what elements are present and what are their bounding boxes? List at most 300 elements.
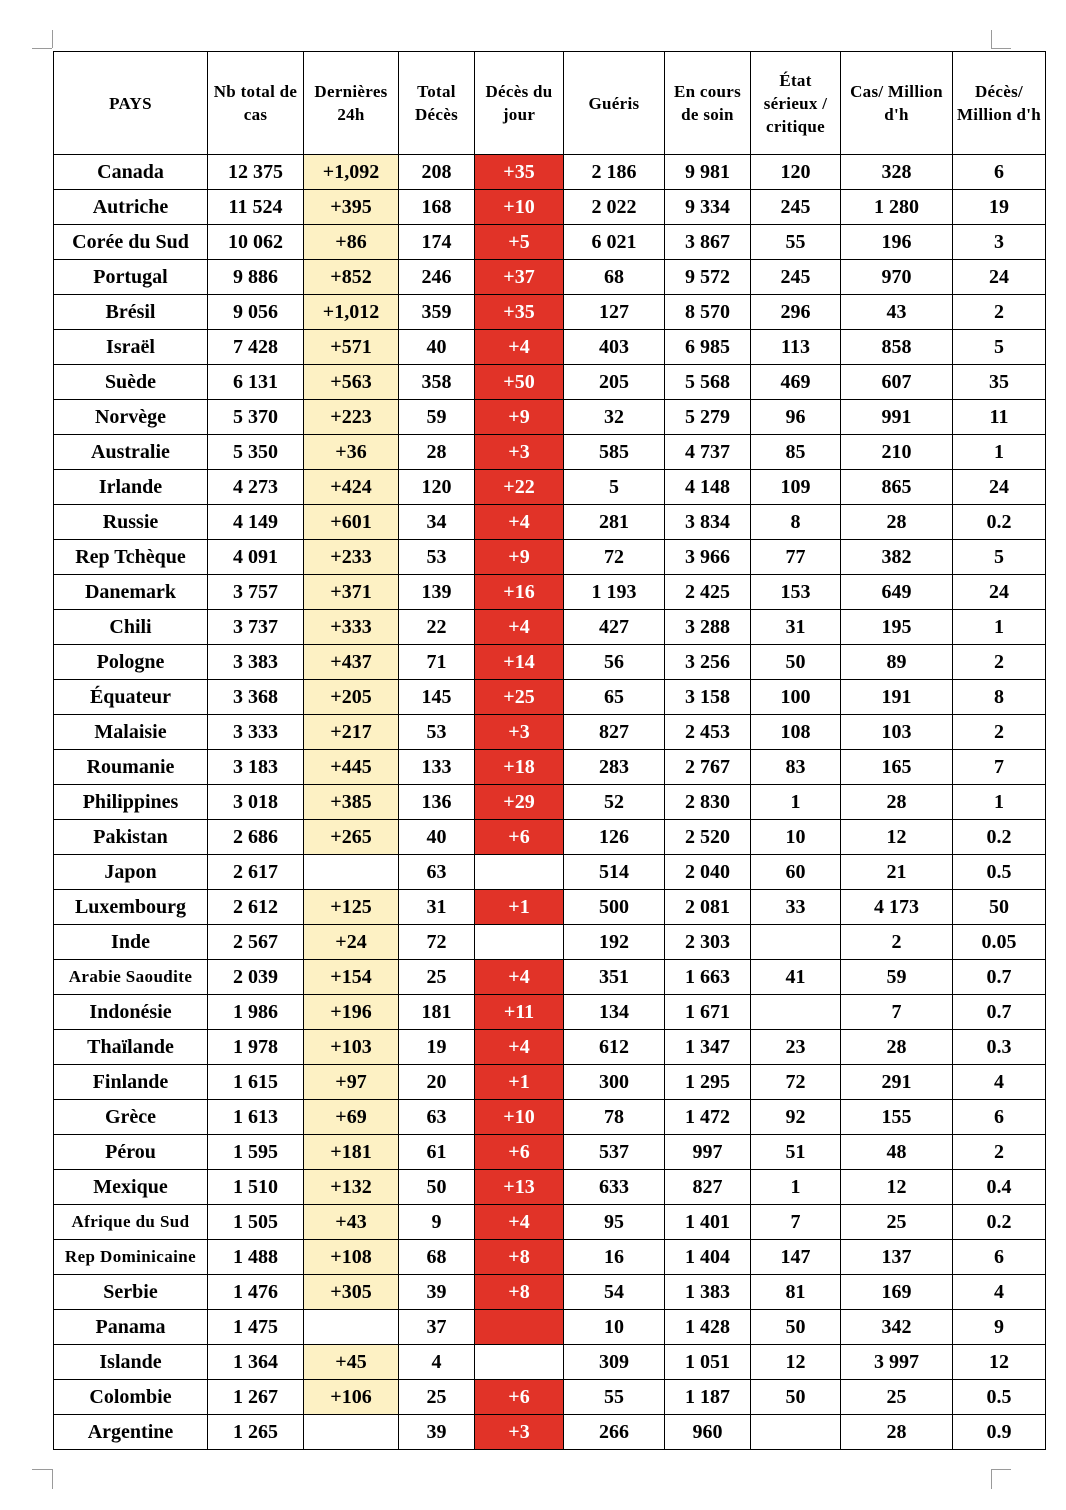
cell-total-cas: 1 476 [208,1275,304,1310]
cell-en-soin: 3 158 [665,680,751,715]
cell-dernieres-24h: +154 [304,960,399,995]
table-row [54,155,1046,190]
cell-dernieres-24h: +445 [304,750,399,785]
header-pays: PAYS [54,52,208,155]
cell-pays: Arabie Saoudite [54,960,208,995]
cell-total-deces: 72 [399,925,475,960]
cell-en-soin: 2 830 [665,785,751,820]
cell-total-deces: 359 [399,295,475,330]
cell-gueris: 32 [564,400,665,435]
cell-total-cas: 1 613 [208,1100,304,1135]
cell-critique: 81 [751,1275,841,1310]
cell-pays: Islande [54,1345,208,1380]
cell-total-deces: 25 [399,1380,475,1415]
cell-cas-million: 89 [841,645,953,680]
cell-deces-jour [475,925,564,960]
cell-cas-million: 28 [841,505,953,540]
cell-critique: 113 [751,330,841,365]
cell-cas-million: 342 [841,1310,953,1345]
header-row [54,52,1046,155]
cell-deces-million: 0.2 [953,820,1046,855]
cell-total-deces: 20 [399,1065,475,1100]
cell-cas-million: 382 [841,540,953,575]
cell-total-cas: 10 062 [208,225,304,260]
cell-dernieres-24h [304,855,399,890]
cell-gueris: 351 [564,960,665,995]
cell-en-soin: 1 187 [665,1380,751,1415]
cell-critique: 108 [751,715,841,750]
cell-cas-million: 48 [841,1135,953,1170]
cell-pays: Autriche [54,190,208,225]
cell-deces-jour: +8 [475,1275,564,1310]
cell-deces-jour: +11 [475,995,564,1030]
cell-total-cas: 1 267 [208,1380,304,1415]
cell-dernieres-24h: +97 [304,1065,399,1100]
cell-deces-million: 1 [953,435,1046,470]
cell-cas-million: 25 [841,1205,953,1240]
table-row [54,575,1046,610]
cell-total-deces: 181 [399,995,475,1030]
cell-gueris: 65 [564,680,665,715]
cell-pays: Malaisie [54,715,208,750]
cell-deces-jour: +4 [475,505,564,540]
cell-pays: Canada [54,155,208,190]
crop-mark-bottom-right [991,1469,1011,1470]
cell-gueris: 283 [564,750,665,785]
header-cas-million: Cas/ Million d'h [841,52,953,155]
cell-en-soin: 1 404 [665,1240,751,1275]
cell-deces-million: 35 [953,365,1046,400]
cell-cas-million: 3 997 [841,1345,953,1380]
header-total-cas: Nb total de cas [208,52,304,155]
cell-critique: 50 [751,1380,841,1415]
cell-total-cas: 2 612 [208,890,304,925]
cell-cas-million: 991 [841,400,953,435]
cell-dernieres-24h: +371 [304,575,399,610]
crop-mark-top-right [991,48,1011,49]
cell-total-deces: 40 [399,820,475,855]
cell-total-cas: 9 056 [208,295,304,330]
cell-gueris: 55 [564,1380,665,1415]
cell-critique [751,1415,841,1450]
cell-total-deces: 39 [399,1275,475,1310]
cell-cas-million: 195 [841,610,953,645]
table-row [54,1030,1046,1065]
cell-pays: Panama [54,1310,208,1345]
cell-en-soin: 9 572 [665,260,751,295]
cell-deces-million: 9 [953,1310,1046,1345]
cell-critique: 92 [751,1100,841,1135]
cell-cas-million: 137 [841,1240,953,1275]
cell-pays: Roumanie [54,750,208,785]
cell-deces-million: 8 [953,680,1046,715]
table-row [54,225,1046,260]
cell-deces-jour: +35 [475,155,564,190]
cell-cas-million: 165 [841,750,953,785]
cell-total-deces: 71 [399,645,475,680]
crop-mark-top-right [991,30,992,48]
cell-deces-jour [475,1310,564,1345]
cell-deces-million: 2 [953,715,1046,750]
cell-dernieres-24h: +601 [304,505,399,540]
cell-deces-jour: +4 [475,1030,564,1065]
cell-dernieres-24h: +563 [304,365,399,400]
cell-deces-jour: +14 [475,645,564,680]
header-total-deces: Total Décès [399,52,475,155]
cell-deces-million: 1 [953,610,1046,645]
cell-cas-million: 155 [841,1100,953,1135]
cell-cas-million: 28 [841,1415,953,1450]
cell-dernieres-24h: +385 [304,785,399,820]
cell-critique: 7 [751,1205,841,1240]
table-row [54,680,1046,715]
table-row [54,960,1046,995]
cell-pays: Chili [54,610,208,645]
cell-total-cas: 11 524 [208,190,304,225]
cell-total-cas: 3 183 [208,750,304,785]
cell-pays: Australie [54,435,208,470]
cell-gueris: 266 [564,1415,665,1450]
crop-mark-top-left [32,48,52,49]
cell-deces-million: 4 [953,1065,1046,1100]
cell-total-deces: 358 [399,365,475,400]
cell-deces-jour: +4 [475,330,564,365]
cell-gueris: 827 [564,715,665,750]
cell-deces-million: 0.9 [953,1415,1046,1450]
cell-deces-jour: +9 [475,540,564,575]
cell-deces-jour: +13 [475,1170,564,1205]
cell-dernieres-24h: +132 [304,1170,399,1205]
cell-deces-jour: +1 [475,890,564,925]
cell-deces-million: 0.3 [953,1030,1046,1065]
cell-cas-million: 858 [841,330,953,365]
cell-deces-million: 50 [953,890,1046,925]
cell-dernieres-24h: +86 [304,225,399,260]
cell-deces-million: 0.4 [953,1170,1046,1205]
table-row [54,1065,1046,1100]
cell-en-soin: 3 966 [665,540,751,575]
cell-en-soin: 6 985 [665,330,751,365]
cell-gueris: 72 [564,540,665,575]
cell-cas-million: 970 [841,260,953,295]
cell-cas-million: 649 [841,575,953,610]
header-gueris: Guéris [564,52,665,155]
header-dernieres-24h: Dernières 24h [304,52,399,155]
cell-deces-million: 24 [953,575,1046,610]
cell-dernieres-24h: +69 [304,1100,399,1135]
cell-total-cas: 3 737 [208,610,304,645]
cell-gueris: 281 [564,505,665,540]
cell-gueris: 2 186 [564,155,665,190]
table-body [54,155,1046,1450]
cell-deces-million: 24 [953,260,1046,295]
cell-cas-million: 865 [841,470,953,505]
cell-gueris: 2 022 [564,190,665,225]
table-row [54,855,1046,890]
cell-deces-jour: +29 [475,785,564,820]
cell-total-cas: 4 149 [208,505,304,540]
cell-total-cas: 2 567 [208,925,304,960]
cell-total-cas: 3 018 [208,785,304,820]
cell-deces-jour: +10 [475,190,564,225]
cell-total-deces: 139 [399,575,475,610]
cell-deces-million: 12 [953,1345,1046,1380]
table-row [54,435,1046,470]
cell-deces-jour: +35 [475,295,564,330]
table-row [54,645,1046,680]
cell-en-soin: 1 671 [665,995,751,1030]
cell-total-cas: 3 368 [208,680,304,715]
cell-deces-million: 0.7 [953,960,1046,995]
cell-total-cas: 1 488 [208,1240,304,1275]
cell-en-soin: 1 295 [665,1065,751,1100]
cell-deces-million: 0.2 [953,505,1046,540]
cell-deces-million: 6 [953,1240,1046,1275]
cell-gueris: 95 [564,1205,665,1240]
cell-deces-million: 2 [953,295,1046,330]
cell-total-deces: 34 [399,505,475,540]
cell-deces-jour: +25 [475,680,564,715]
cell-dernieres-24h: +106 [304,1380,399,1415]
cell-pays: Irlande [54,470,208,505]
cell-deces-jour: +22 [475,470,564,505]
cell-total-cas: 1 978 [208,1030,304,1065]
cell-cas-million: 12 [841,820,953,855]
cell-dernieres-24h: +233 [304,540,399,575]
cell-critique: 51 [751,1135,841,1170]
cell-total-deces: 37 [399,1310,475,1345]
cell-deces-million: 11 [953,400,1046,435]
cell-dernieres-24h: +424 [304,470,399,505]
crop-mark-top-left [52,30,53,48]
table-row [54,470,1046,505]
table-row [54,1100,1046,1135]
cell-total-cas: 1 475 [208,1310,304,1345]
table-row [54,260,1046,295]
cell-cas-million: 210 [841,435,953,470]
cell-cas-million: 2 [841,925,953,960]
cell-pays: Portugal [54,260,208,295]
cell-dernieres-24h: +43 [304,1205,399,1240]
cell-cas-million: 25 [841,1380,953,1415]
cell-total-deces: 39 [399,1415,475,1450]
cell-deces-jour: +8 [475,1240,564,1275]
cell-total-deces: 53 [399,540,475,575]
cell-deces-jour: +6 [475,820,564,855]
cell-total-cas: 1 510 [208,1170,304,1205]
cell-deces-million: 2 [953,1135,1046,1170]
cell-deces-jour: +10 [475,1100,564,1135]
cell-total-deces: 9 [399,1205,475,1240]
cell-critique: 469 [751,365,841,400]
cell-pays: Russie [54,505,208,540]
cell-pays: Finlande [54,1065,208,1100]
cell-pays: Rep Dominicaine [54,1240,208,1275]
cell-en-soin: 1 401 [665,1205,751,1240]
cell-dernieres-24h: +125 [304,890,399,925]
cell-cas-million: 1 280 [841,190,953,225]
cell-dernieres-24h: +395 [304,190,399,225]
cell-total-cas: 12 375 [208,155,304,190]
cell-pays: Israël [54,330,208,365]
table-row [54,925,1046,960]
table-row [54,1170,1046,1205]
cell-deces-million: 6 [953,155,1046,190]
cell-gueris: 5 [564,470,665,505]
cell-total-cas: 2 039 [208,960,304,995]
cell-deces-jour: +1 [475,1065,564,1100]
header-en-soin: En cours de soin [665,52,751,155]
cell-dernieres-24h: +103 [304,1030,399,1065]
cell-deces-million: 5 [953,540,1046,575]
table-row [54,1415,1046,1450]
cell-gueris: 78 [564,1100,665,1135]
cell-total-cas: 1 364 [208,1345,304,1380]
cell-total-cas: 3 383 [208,645,304,680]
cell-dernieres-24h: +217 [304,715,399,750]
cell-en-soin: 3 834 [665,505,751,540]
cell-deces-jour: +4 [475,1205,564,1240]
cell-cas-million: 169 [841,1275,953,1310]
cell-deces-million: 1 [953,785,1046,820]
cell-en-soin: 9 334 [665,190,751,225]
cell-cas-million: 28 [841,785,953,820]
cell-critique: 33 [751,890,841,925]
table-row [54,1135,1046,1170]
cell-dernieres-24h: +333 [304,610,399,645]
cell-deces-million: 2 [953,645,1046,680]
cell-gueris: 54 [564,1275,665,1310]
cell-total-deces: 145 [399,680,475,715]
cell-cas-million: 21 [841,855,953,890]
cell-en-soin: 3 867 [665,225,751,260]
cell-gueris: 612 [564,1030,665,1065]
cell-critique: 100 [751,680,841,715]
cell-total-deces: 40 [399,330,475,365]
cell-dernieres-24h: +205 [304,680,399,715]
cell-deces-jour [475,1345,564,1380]
table-row [54,610,1046,645]
cell-deces-jour: +4 [475,960,564,995]
cell-pays: Indonésie [54,995,208,1030]
cell-gueris: 127 [564,295,665,330]
table-row [54,1380,1046,1415]
cell-critique: 85 [751,435,841,470]
cell-gueris: 309 [564,1345,665,1380]
cell-pays: Japon [54,855,208,890]
cell-cas-million: 103 [841,715,953,750]
cell-critique: 10 [751,820,841,855]
cell-deces-million: 19 [953,190,1046,225]
cell-en-soin: 1 663 [665,960,751,995]
cell-pays: Grèce [54,1100,208,1135]
cell-total-cas: 4 091 [208,540,304,575]
table-row [54,1240,1046,1275]
cell-gueris: 205 [564,365,665,400]
cell-pays: Pakistan [54,820,208,855]
cell-total-deces: 133 [399,750,475,785]
cell-total-deces: 53 [399,715,475,750]
cell-total-cas: 1 505 [208,1205,304,1240]
cell-critique: 50 [751,1310,841,1345]
cell-gueris: 56 [564,645,665,680]
cell-pays: Inde [54,925,208,960]
cell-total-cas: 3 757 [208,575,304,610]
table-row [54,330,1046,365]
cell-critique: 1 [751,1170,841,1205]
cell-en-soin: 1 347 [665,1030,751,1065]
cell-total-deces: 61 [399,1135,475,1170]
cell-en-soin: 4 148 [665,470,751,505]
cell-critique: 120 [751,155,841,190]
covid-stats-table [53,51,1046,1450]
cell-deces-jour: +6 [475,1380,564,1415]
cell-gueris: 1 193 [564,575,665,610]
cell-dernieres-24h: +24 [304,925,399,960]
cell-dernieres-24h: +108 [304,1240,399,1275]
header-critique: État sérieux / critique [751,52,841,155]
cell-deces-jour: +5 [475,225,564,260]
cell-critique [751,925,841,960]
cell-total-cas: 2 686 [208,820,304,855]
cell-gueris: 537 [564,1135,665,1170]
cell-gueris: 427 [564,610,665,645]
table-row [54,995,1046,1030]
cell-pays: Afrique du Sud [54,1205,208,1240]
cell-dernieres-24h: +1,092 [304,155,399,190]
cell-cas-million: 196 [841,225,953,260]
table-row [54,890,1046,925]
cell-cas-million: 191 [841,680,953,715]
cell-gueris: 6 021 [564,225,665,260]
cell-en-soin: 1 383 [665,1275,751,1310]
cell-total-deces: 19 [399,1030,475,1065]
cell-total-deces: 31 [399,890,475,925]
cell-pays: Pologne [54,645,208,680]
cell-dernieres-24h: +437 [304,645,399,680]
cell-gueris: 16 [564,1240,665,1275]
cell-deces-million: 0.5 [953,855,1046,890]
cell-total-deces: 63 [399,855,475,890]
cell-dernieres-24h: +571 [304,330,399,365]
cell-en-soin: 960 [665,1415,751,1450]
cell-en-soin: 2 520 [665,820,751,855]
table-row [54,540,1046,575]
cell-pays: Norvège [54,400,208,435]
cell-dernieres-24h: +305 [304,1275,399,1310]
cell-cas-million: 43 [841,295,953,330]
cell-critique: 96 [751,400,841,435]
cell-en-soin: 9 981 [665,155,751,190]
cell-pays: Corée du Sud [54,225,208,260]
cell-critique: 50 [751,645,841,680]
cell-total-deces: 120 [399,470,475,505]
cell-gueris: 633 [564,1170,665,1205]
cell-en-soin: 827 [665,1170,751,1205]
header-deces-jour: Décès du jour [475,52,564,155]
cell-gueris: 134 [564,995,665,1030]
cell-total-cas: 2 617 [208,855,304,890]
cell-total-cas: 1 986 [208,995,304,1030]
cell-critique: 83 [751,750,841,785]
table-row [54,400,1046,435]
table-row [54,750,1046,785]
cell-deces-million: 0.05 [953,925,1046,960]
cell-cas-million: 328 [841,155,953,190]
cell-pays: Suède [54,365,208,400]
cell-pays: Thaïlande [54,1030,208,1065]
table-row [54,1205,1046,1240]
